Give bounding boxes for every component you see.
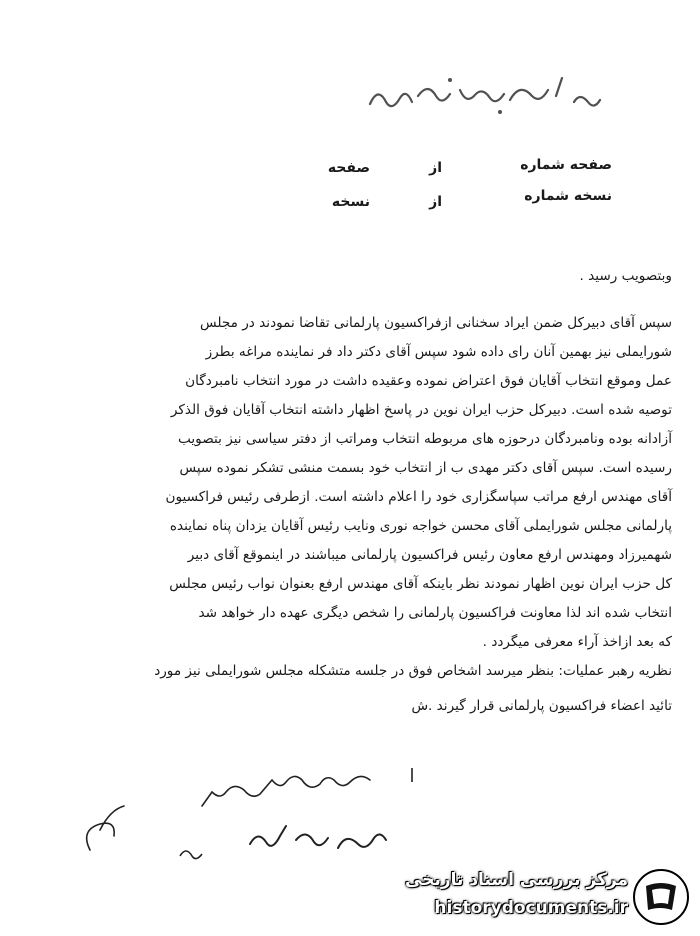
handwritten-signature [60, 760, 460, 870]
body-line: انتخاب شده اند لذا معاونت فراکسیون پارلمانی را شخص دیگری عهده دار خواهد شد [198, 605, 672, 621]
page-of-label: از [429, 160, 442, 176]
copy-unit-label: نسخه [331, 194, 370, 210]
body-line: توصیه شده است. دبیرکل حزب ایران نوین در پاسخ اظهار داشته انتخاب آقایان فوق الذکر [170, 402, 672, 418]
body-line: آقای مهندس ارفع مراتب سپاسگزاری خود را اعلام داشته است. ازطرفی رئیس فراکسیون [165, 489, 672, 505]
body-line: وبتصويب رسيد . [579, 268, 672, 284]
copy-number-label: نسخه شماره [524, 188, 612, 204]
body-line: عمل وموقع انتخاب آقایان فوق اعتراض نموده وعقیده داشت در مورد انتخاب نامبردگان [185, 373, 672, 389]
body-line: سپس آقای دبیرکل ضمن ایراد سخنانی ازفراکسیون پارلمانی تقاضا نمودند در مجلس [200, 315, 672, 331]
body-line: شورایملی نیز بهمین آنان رای داده شود سپس آقای دکتر داد فر نماینده مراغه بطرز [205, 344, 672, 360]
page-unit-label: صفحه [327, 160, 370, 176]
body-line: کل حزب ایران نوین اظهار نمودند نظر باینکه آقای مهندس ارفع بعنوان نواب رئیس مجلس [169, 576, 672, 592]
watermark [405, 868, 690, 930]
history-documents-logo-icon [632, 868, 690, 926]
body-line: که بعد ازاخذ آراء معرفی میگردد . [482, 634, 672, 650]
watermark-url: historydocuments.ir [434, 898, 628, 918]
body-line: تائید اعضاء فراکسیون پارلمانی قرار گیرند .ش [411, 698, 672, 714]
body-line: شهمیرزاد ومهندس ارفع معاون رئیس فراکسیون پارلمانی میباشند در اینموقع آقای دبیر [187, 547, 672, 563]
watermark-title: مرکز بررسی اسناد تاریخی [405, 870, 628, 890]
body-line: نظریه رهبر عملیات: بنظر میرسد اشخاص فوق در جلسه متشکله مجلس شورایملی نیز مورد [154, 663, 672, 679]
copy-of-label: از [429, 194, 442, 210]
body-line: آزادانه بوده ونامبردگان درحوزه های مربوطه انتخاب ومراتب از دفتر سیاسی نیز بتصویب [178, 431, 672, 447]
body-line: رسیده است. سپس آقای دکتر مهدی ب از انتخاب خود بسمت منشی تشکر نموده سپس [179, 460, 672, 476]
body-line: پارلمانی مجلس شورایملی آقای محسن خواجه نوری ونایب رئیس آقایان یزدان پناه نماینده [169, 518, 672, 534]
page-number-label: صفحه شماره [520, 157, 612, 173]
